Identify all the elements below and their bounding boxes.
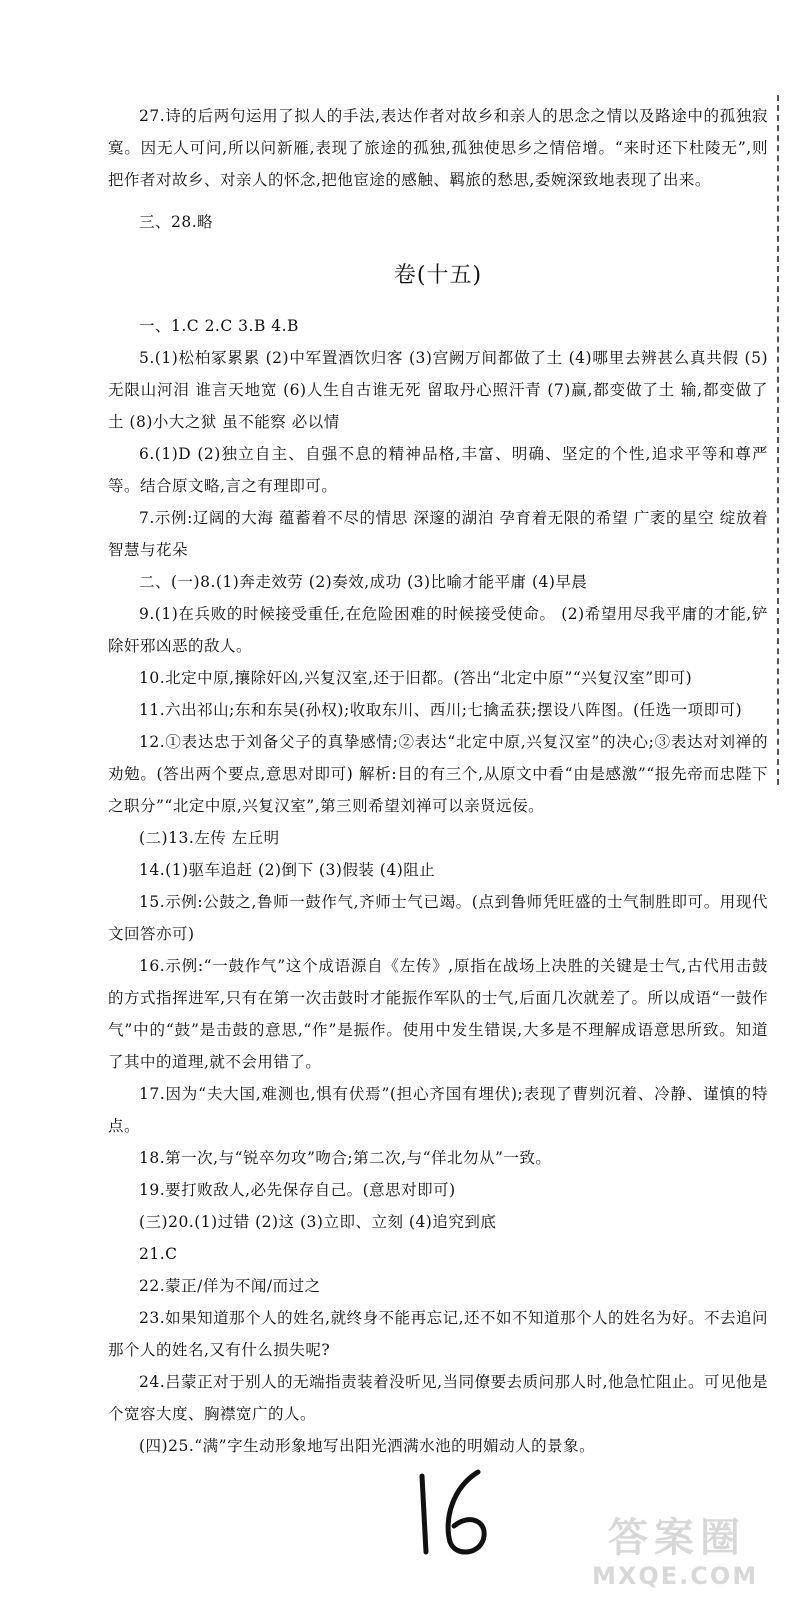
perforation-line — [777, 95, 779, 785]
answer-item: 7.示例:辽阔的大海 蕴蓄着不尽的情思 深邃的湖泊 孕育着无限的希望 广袤的星空 绽放着智慧与花朵 — [108, 509, 768, 559]
answer-item: 24.吕蒙正对于别人的无端指责装着没听见,当同僚要去质问那人时,他急忙阻止。可见他是个宽容大度、胸襟宽广的人。 — [108, 1373, 769, 1423]
answer-item: (四)25.“满”字生动形象地写出阳光洒满水池的明媚动人的景象。 — [139, 1437, 596, 1455]
answer-item: 22.蒙正/佯为不闻/而过之 — [139, 1277, 321, 1295]
answer-28: 三、28.略 — [139, 213, 214, 231]
answer-item: 12.①表达忠于刘备父子的真挚感情;②表达“北定中原,兴复汉室”的决心;③表达对刘禅的劝勉。(答出两个要点,意思对即可) 解析:目的有三个,从原文中看“由是感激”“报先帝而忠陛下之职分”“北定中原,兴复汉室”,第三则希望刘禅可以亲贤远佞。 — [108, 733, 768, 815]
handwritten-page-number — [400, 1462, 510, 1562]
watermark-logo-text: 答案圈 — [608, 1515, 746, 1561]
answer-item: 5.(1)松柏冢累累 (2)中军置酒饮归客 (3)宫阙万间都做了土 (4)哪里去辨甚么真共假 (5)无限山河泪 谁言天地宽 (6)人生自古谁无死 留取丹心照汗青 (7)赢,都变做了土 输,都变做了土 (8)小大之狱 虽不能察 必以情 — [108, 349, 768, 431]
site-watermark — [586, 1506, 782, 1596]
section-title: 卷(十五) — [393, 263, 483, 288]
answer-item: 21.C — [139, 1245, 178, 1263]
answer-item: (三)20.(1)过错 (2)这 (3)立即、立刻 (4)追究到底 — [139, 1213, 497, 1231]
answer-item: 6.(1)D (2)独立自主、自强不息的精神品格,丰富、明确、坚定的个性,追求平等和尊严等。结合原文略,言之有理即可。 — [108, 445, 768, 495]
answer-item: 二、(一)8.(1)奔走效劳 (2)奏效,成功 (3)比喻才能平庸 (4)早晨 — [139, 573, 588, 591]
answer-item: 9.(1)在兵败的时候接受重任,在危险困难的时候接受使命。 (2)希望用尽我平庸的才能,铲除奸邪凶恶的敌人。 — [108, 605, 768, 655]
answer-item: 一、1.C 2.C 3.B 4.B — [139, 317, 299, 335]
answer-item: 19.要打败敌人,必先保存自己。(意思对即可) — [139, 1181, 456, 1199]
answer-item: 14.(1)驱车追赶 (2)倒下 (3)假装 (4)阻止 — [139, 861, 436, 879]
answer-item: 18.第一次,与“锐卒勿攻”吻合;第二次,与“佯北勿从”一致。 — [139, 1149, 552, 1167]
answer-item: 23.如果知道那个人的姓名,就终身不能再忘记,还不如不知道那个人的姓名为好。不去追问那个人的姓名,又有什么损失呢? — [108, 1309, 769, 1359]
answer-item: 16.示例:“一鼓作气”这个成语源自《左传》,原指在战场上决胜的关键是士气,古代用击鼓的方式指挥进军,只有在第一次击鼓时才能振作军队的士气,后面几次就差了。所以成语“一鼓作气”中的“鼓”是击鼓的意思,“作”是振作。使用中发生错误,大多是不理解成语意思所致。知道了其中的道理,就不会用错了。 — [108, 957, 768, 1071]
watermark-url: MXQE.COM — [592, 1562, 759, 1590]
answer-content — [108, 100, 768, 1462]
answer-item: 17.因为“夫大国,难测也,惧有伏焉”(担心齐国有埋伏);表现了曹刿沉着、冷静、谨慎的特点。 — [108, 1085, 768, 1135]
answer-item: 15.示例:公鼓之,鲁师一鼓作气,齐师士气已竭。(点到鲁师凭旺盛的士气制胜即可。用现代文回答亦可) — [108, 893, 768, 943]
answer-item: 10.北定中原,攘除奸凶,兴复汉室,还于旧都。(答出“北定中原”“兴复汉室”即可) — [139, 669, 693, 687]
answer-27: 27.诗的后两句运用了拟人的手法,表达作者对故乡和亲人的思念之情以及路途中的孤独寂寞。因无人可问,所以问新雁,表现了旅途的孤独,孤独使思乡之情倍增。“来时还下杜陵无”,则把作者对故乡、对亲人的怀念,把他宦途的感触、羁旅的愁思,委婉深致地表现了出来。 — [108, 107, 768, 189]
answer-item: 11.六出祁山;东和东吴(孙权);收取东川、西川;七擒孟获;摆设八阵图。(任选一项即可) — [139, 701, 743, 719]
answer-item: (二)13.左传 左丘明 — [139, 829, 280, 847]
